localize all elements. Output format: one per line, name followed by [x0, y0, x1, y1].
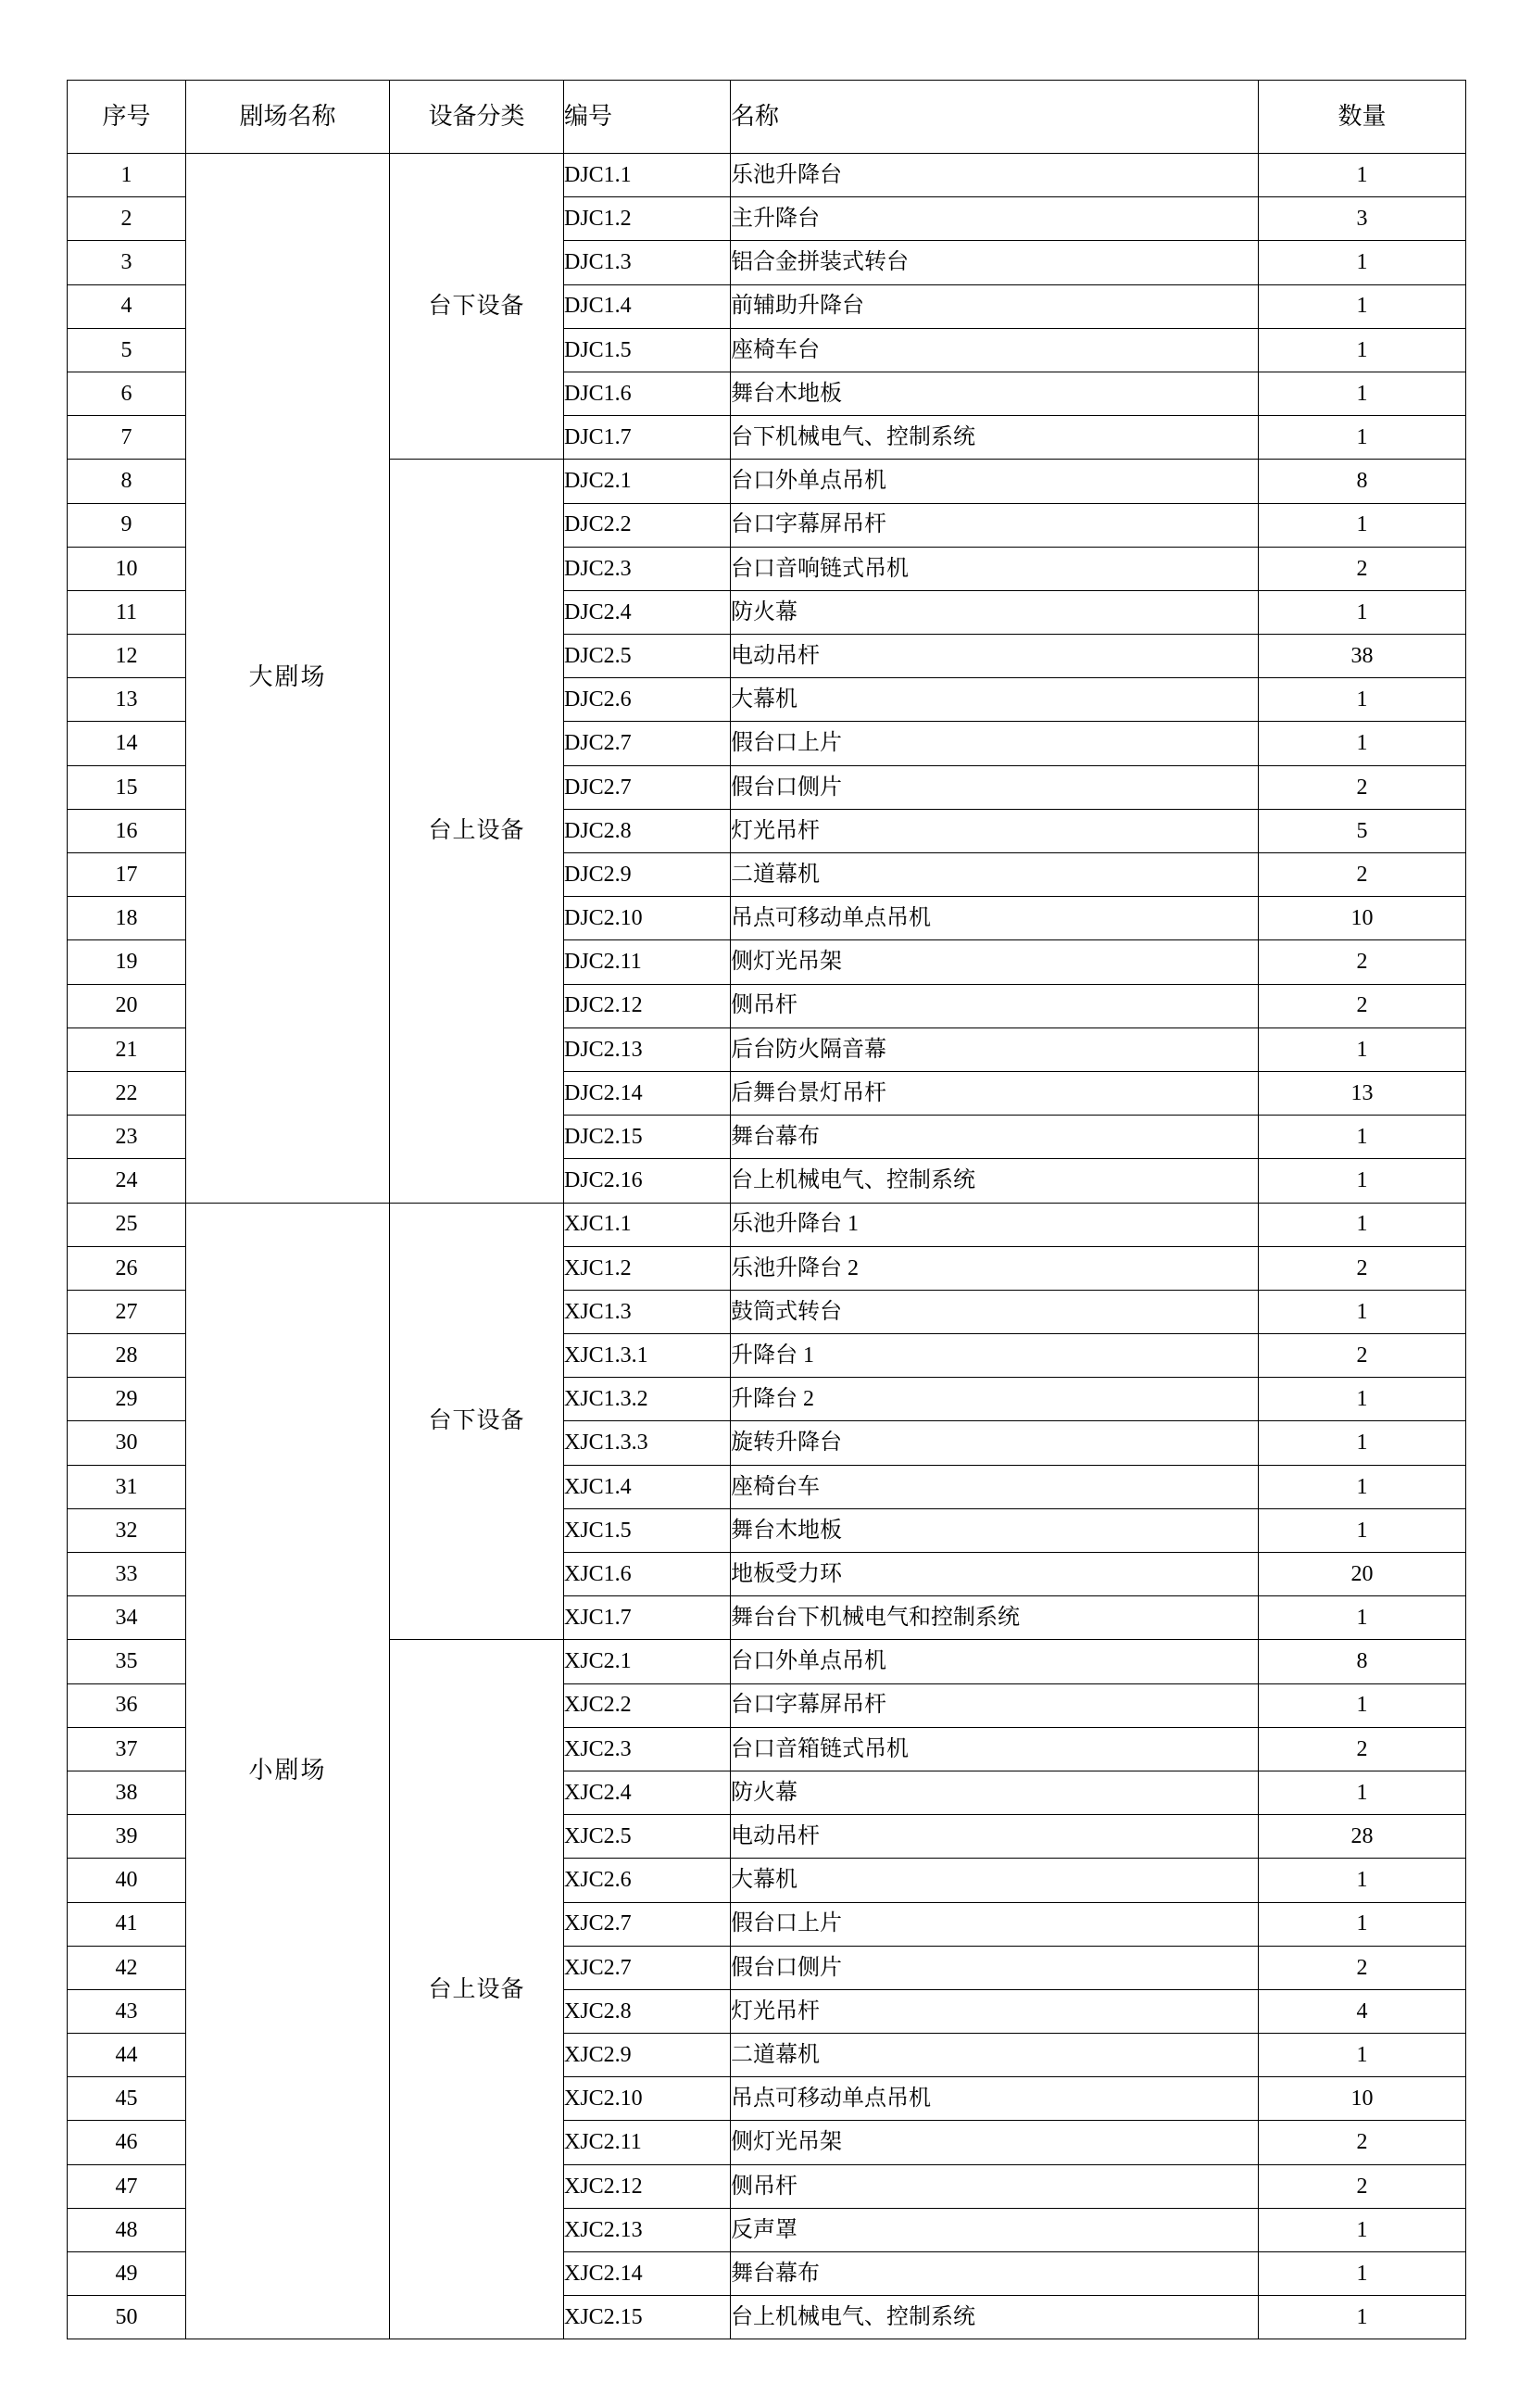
cell-qty: 8 [1259, 460, 1466, 503]
cell-code: XJC2.3 [564, 1727, 731, 1771]
cell-code: XJC2.13 [564, 2208, 731, 2251]
cell-name: 侧吊杆 [731, 2164, 1259, 2208]
cell-seq: 26 [68, 1246, 186, 1290]
column-header-venue: 剧场名称 [186, 81, 390, 154]
column-header-code: 编号 [564, 81, 731, 154]
table-header-row [68, 81, 1466, 154]
cell-name: 乐池升降台 1 [731, 1203, 1259, 1246]
cell-name: 台下机械电气、控制系统 [731, 416, 1259, 460]
cell-seq: 48 [68, 2208, 186, 2251]
cell-name: 后台防火隔音幕 [731, 1027, 1259, 1071]
cell-code: DJC1.4 [564, 284, 731, 328]
cell-qty: 1 [1259, 1116, 1466, 1159]
cell-code: XJC1.5 [564, 1508, 731, 1552]
cell-seq: 10 [68, 547, 186, 590]
cell-code: XJC2.15 [564, 2296, 731, 2339]
cell-name: 鼓筒式转台 [731, 1290, 1259, 1333]
cell-seq: 20 [68, 984, 186, 1027]
cell-qty: 1 [1259, 416, 1466, 460]
cell-seq: 21 [68, 1027, 186, 1071]
cell-code: XJC1.2 [564, 1246, 731, 1290]
cell-category: 台下设备 [390, 1203, 564, 1640]
cell-seq: 27 [68, 1290, 186, 1333]
cell-seq: 46 [68, 2121, 186, 2164]
cell-code: XJC2.14 [564, 2252, 731, 2296]
cell-qty: 1 [1259, 1683, 1466, 1727]
cell-qty: 2 [1259, 547, 1466, 590]
cell-name: 台口外单点吊机 [731, 460, 1259, 503]
cell-qty: 38 [1259, 635, 1466, 678]
cell-qty: 1 [1259, 1159, 1466, 1203]
cell-seq: 42 [68, 1946, 186, 1989]
cell-seq: 9 [68, 503, 186, 547]
cell-code: XJC2.9 [564, 2034, 731, 2077]
cell-code: DJC2.15 [564, 1116, 731, 1159]
table-body [68, 154, 1466, 2339]
cell-qty: 10 [1259, 2077, 1466, 2121]
cell-code: XJC2.6 [564, 1859, 731, 1902]
cell-code: DJC2.3 [564, 547, 731, 590]
cell-qty: 2 [1259, 1946, 1466, 1989]
cell-seq: 38 [68, 1771, 186, 1814]
cell-code: DJC1.5 [564, 328, 731, 372]
cell-name: 灯光吊杆 [731, 809, 1259, 852]
cell-code: DJC2.8 [564, 809, 731, 852]
cell-code: XJC1.3.2 [564, 1378, 731, 1421]
cell-seq: 43 [68, 1989, 186, 2033]
cell-seq: 49 [68, 2252, 186, 2296]
table-header [68, 81, 1466, 154]
cell-seq: 50 [68, 2296, 186, 2339]
cell-name: 铝合金拼装式转台 [731, 241, 1259, 284]
cell-name: 升降台 1 [731, 1334, 1259, 1378]
cell-qty: 1 [1259, 1027, 1466, 1071]
cell-name: 地板受力环 [731, 1553, 1259, 1596]
cell-code: XJC2.1 [564, 1640, 731, 1683]
cell-seq: 33 [68, 1553, 186, 1596]
cell-qty: 2 [1259, 984, 1466, 1027]
cell-name: 主升降台 [731, 197, 1259, 241]
cell-name: 座椅台车 [731, 1465, 1259, 1508]
cell-qty: 1 [1259, 1902, 1466, 1946]
cell-name: 防火幕 [731, 590, 1259, 634]
cell-seq: 15 [68, 765, 186, 809]
cell-name: 电动吊杆 [731, 1815, 1259, 1859]
cell-code: XJC2.2 [564, 1683, 731, 1727]
cell-qty: 1 [1259, 2034, 1466, 2077]
cell-seq: 47 [68, 2164, 186, 2208]
cell-name: 二道幕机 [731, 853, 1259, 897]
cell-code: DJC2.9 [564, 853, 731, 897]
cell-code: XJC1.1 [564, 1203, 731, 1246]
cell-code: XJC2.5 [564, 1815, 731, 1859]
cell-seq: 8 [68, 460, 186, 503]
cell-seq: 23 [68, 1116, 186, 1159]
cell-name: 大幕机 [731, 678, 1259, 722]
cell-name: 舞台木地板 [731, 1508, 1259, 1552]
cell-qty: 2 [1259, 1727, 1466, 1771]
cell-name: 侧吊杆 [731, 984, 1259, 1027]
theatre-equipment-table [67, 80, 1466, 2339]
cell-name: 假台口侧片 [731, 765, 1259, 809]
cell-seq: 39 [68, 1815, 186, 1859]
cell-seq: 36 [68, 1683, 186, 1727]
cell-code: DJC2.2 [564, 503, 731, 547]
cell-name: 二道幕机 [731, 2034, 1259, 2077]
cell-qty: 1 [1259, 1378, 1466, 1421]
cell-category: 台下设备 [390, 154, 564, 460]
cell-qty: 2 [1259, 940, 1466, 984]
cell-name: 舞台幕布 [731, 1116, 1259, 1159]
cell-name: 舞台木地板 [731, 372, 1259, 415]
cell-qty: 2 [1259, 2121, 1466, 2164]
cell-name: 反声罩 [731, 2208, 1259, 2251]
cell-qty: 1 [1259, 2208, 1466, 2251]
cell-seq: 12 [68, 635, 186, 678]
cell-name: 大幕机 [731, 1859, 1259, 1902]
cell-code: DJC1.7 [564, 416, 731, 460]
cell-qty: 1 [1259, 722, 1466, 765]
cell-code: DJC2.7 [564, 722, 731, 765]
cell-seq: 4 [68, 284, 186, 328]
cell-code: DJC2.7 [564, 765, 731, 809]
cell-qty: 1 [1259, 503, 1466, 547]
cell-qty: 1 [1259, 2252, 1466, 2296]
cell-seq: 28 [68, 1334, 186, 1378]
cell-name: 防火幕 [731, 1771, 1259, 1814]
cell-seq: 1 [68, 154, 186, 197]
cell-name: 升降台 2 [731, 1378, 1259, 1421]
cell-seq: 37 [68, 1727, 186, 1771]
cell-qty: 1 [1259, 2296, 1466, 2339]
cell-qty: 20 [1259, 1553, 1466, 1596]
cell-code: XJC1.6 [564, 1553, 731, 1596]
cell-seq: 44 [68, 2034, 186, 2077]
cell-qty: 3 [1259, 197, 1466, 241]
cell-category: 台上设备 [390, 1640, 564, 2339]
cell-name: 侧灯光吊架 [731, 2121, 1259, 2164]
cell-seq: 5 [68, 328, 186, 372]
cell-name: 电动吊杆 [731, 635, 1259, 678]
cell-code: XJC1.7 [564, 1596, 731, 1640]
cell-name: 台口字幕屏吊杆 [731, 503, 1259, 547]
cell-seq: 2 [68, 197, 186, 241]
cell-name: 座椅车台 [731, 328, 1259, 372]
cell-code: DJC1.1 [564, 154, 731, 197]
cell-qty: 2 [1259, 2164, 1466, 2208]
cell-code: XJC2.8 [564, 1989, 731, 2033]
cell-code: XJC2.12 [564, 2164, 731, 2208]
cell-seq: 17 [68, 853, 186, 897]
cell-code: DJC2.14 [564, 1071, 731, 1115]
cell-code: XJC2.7 [564, 1902, 731, 1946]
cell-qty: 1 [1259, 154, 1466, 197]
cell-name: 灯光吊杆 [731, 1989, 1259, 2033]
cell-seq: 19 [68, 940, 186, 984]
cell-qty: 1 [1259, 1290, 1466, 1333]
cell-seq: 32 [68, 1508, 186, 1552]
cell-seq: 30 [68, 1421, 186, 1465]
cell-seq: 45 [68, 2077, 186, 2121]
cell-seq: 6 [68, 372, 186, 415]
cell-name: 台口外单点吊机 [731, 1640, 1259, 1683]
cell-qty: 1 [1259, 1421, 1466, 1465]
cell-name: 台口音箱链式吊机 [731, 1727, 1259, 1771]
cell-name: 假台口上片 [731, 722, 1259, 765]
cell-qty: 1 [1259, 1859, 1466, 1902]
cell-qty: 13 [1259, 1071, 1466, 1115]
cell-name: 旋转升降台 [731, 1421, 1259, 1465]
cell-seq: 11 [68, 590, 186, 634]
cell-code: XJC1.4 [564, 1465, 731, 1508]
cell-qty: 1 [1259, 1465, 1466, 1508]
column-header-name: 名称 [731, 81, 1259, 154]
cell-seq: 35 [68, 1640, 186, 1683]
cell-seq: 31 [68, 1465, 186, 1508]
cell-name: 乐池升降台 [731, 154, 1259, 197]
cell-seq: 24 [68, 1159, 186, 1203]
cell-qty: 1 [1259, 1203, 1466, 1246]
cell-seq: 3 [68, 241, 186, 284]
cell-qty: 1 [1259, 590, 1466, 634]
cell-code: DJC1.6 [564, 372, 731, 415]
cell-name: 舞台幕布 [731, 2252, 1259, 2296]
cell-name: 吊点可移动单点吊机 [731, 897, 1259, 940]
cell-seq: 7 [68, 416, 186, 460]
cell-qty: 2 [1259, 1246, 1466, 1290]
column-header-category: 设备分类 [390, 81, 564, 154]
column-header-qty: 数量 [1259, 81, 1466, 154]
cell-code: DJC1.2 [564, 197, 731, 241]
cell-category: 台上设备 [390, 460, 564, 1203]
cell-code: DJC1.3 [564, 241, 731, 284]
cell-qty: 1 [1259, 678, 1466, 722]
cell-qty: 1 [1259, 1771, 1466, 1814]
cell-qty: 1 [1259, 372, 1466, 415]
cell-qty: 1 [1259, 284, 1466, 328]
cell-qty: 8 [1259, 1640, 1466, 1683]
cell-qty: 2 [1259, 765, 1466, 809]
cell-qty: 1 [1259, 1596, 1466, 1640]
cell-qty: 2 [1259, 1334, 1466, 1378]
cell-venue: 大剧场 [186, 154, 390, 1204]
cell-code: DJC2.16 [564, 1159, 731, 1203]
cell-code: XJC2.10 [564, 2077, 731, 2121]
cell-seq: 14 [68, 722, 186, 765]
cell-name: 舞台台下机械电气和控制系统 [731, 1596, 1259, 1640]
cell-qty: 1 [1259, 328, 1466, 372]
cell-name: 台上机械电气、控制系统 [731, 1159, 1259, 1203]
cell-code: DJC2.11 [564, 940, 731, 984]
cell-code: DJC2.10 [564, 897, 731, 940]
cell-code: DJC2.6 [564, 678, 731, 722]
cell-code: XJC1.3 [564, 1290, 731, 1333]
cell-seq: 29 [68, 1378, 186, 1421]
column-header-seq: 序号 [68, 81, 186, 154]
cell-qty: 1 [1259, 1508, 1466, 1552]
cell-code: DJC2.1 [564, 460, 731, 503]
cell-name: 台口音响链式吊机 [731, 547, 1259, 590]
cell-seq: 16 [68, 809, 186, 852]
cell-seq: 13 [68, 678, 186, 722]
cell-code: XJC2.7 [564, 1946, 731, 1989]
cell-seq: 22 [68, 1071, 186, 1115]
cell-code: XJC1.3.1 [564, 1334, 731, 1378]
cell-name: 后舞台景灯吊杆 [731, 1071, 1259, 1115]
cell-name: 假台口侧片 [731, 1946, 1259, 1989]
cell-name: 侧灯光吊架 [731, 940, 1259, 984]
cell-code: DJC2.12 [564, 984, 731, 1027]
cell-seq: 25 [68, 1203, 186, 1246]
table-row [68, 154, 1466, 197]
cell-name: 假台口上片 [731, 1902, 1259, 1946]
cell-qty: 4 [1259, 1989, 1466, 2033]
cell-qty: 1 [1259, 241, 1466, 284]
cell-code: DJC2.13 [564, 1027, 731, 1071]
cell-code: XJC2.4 [564, 1771, 731, 1814]
cell-qty: 28 [1259, 1815, 1466, 1859]
cell-venue: 小剧场 [186, 1203, 390, 2339]
cell-code: XJC2.11 [564, 2121, 731, 2164]
cell-code: XJC1.3.3 [564, 1421, 731, 1465]
cell-code: DJC2.4 [564, 590, 731, 634]
cell-seq: 18 [68, 897, 186, 940]
cell-code: DJC2.5 [564, 635, 731, 678]
cell-qty: 5 [1259, 809, 1466, 852]
cell-seq: 40 [68, 1859, 186, 1902]
cell-name: 乐池升降台 2 [731, 1246, 1259, 1290]
table-row [68, 1203, 1466, 1246]
cell-seq: 34 [68, 1596, 186, 1640]
cell-name: 吊点可移动单点吊机 [731, 2077, 1259, 2121]
cell-qty: 10 [1259, 897, 1466, 940]
cell-name: 台上机械电气、控制系统 [731, 2296, 1259, 2339]
cell-name: 前辅助升降台 [731, 284, 1259, 328]
cell-name: 台口字幕屏吊杆 [731, 1683, 1259, 1727]
cell-qty: 2 [1259, 853, 1466, 897]
cell-seq: 41 [68, 1902, 186, 1946]
